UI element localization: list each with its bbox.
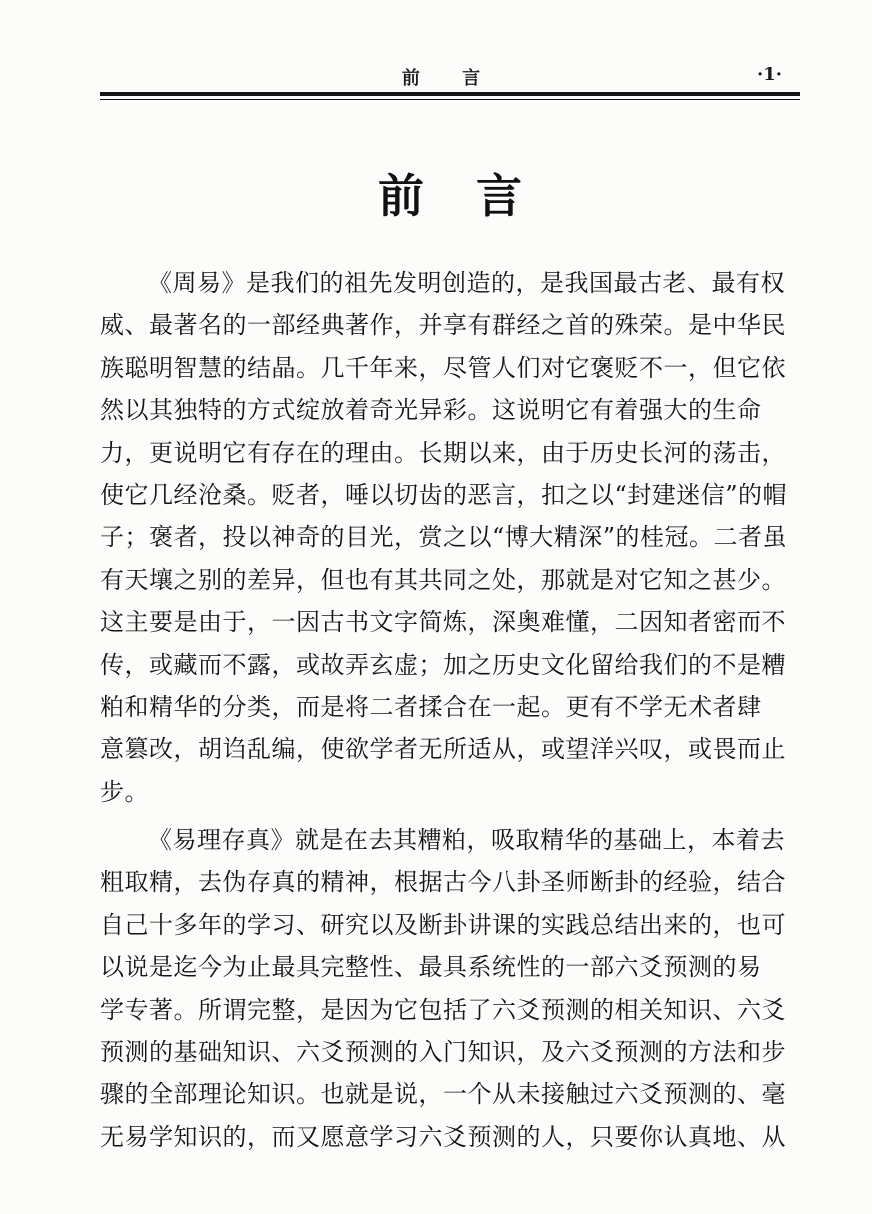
header-rule-thick: [100, 92, 800, 96]
running-title: 前 言: [401, 68, 499, 89]
page-number: ·1·: [756, 64, 782, 85]
text-line: 《周易》是我们的祖先发明创造的，是我国最古老、最有权: [148, 269, 785, 297]
text-line: 威、最著名的一部经典著作，并享有群经之首的殊荣。是中华民: [100, 311, 786, 340]
text-line: 这主要是由于，一因古书文字简炼，深奥难懂，二因知者密而不: [100, 608, 786, 637]
text-line: 骤的全部理论知识。也就是说，一个从未接触过六爻预测的、毫: [100, 1080, 786, 1109]
header-rule-thin: [100, 99, 800, 100]
text-line: 预测的基础知识、六爻预测的入门知识，及六爻预测的方法和步: [100, 1038, 786, 1067]
text-line: 以说是迄今为止最具完整性、最具系统性的一部六爻预测的易: [100, 953, 762, 982]
text-line: 步。: [100, 777, 149, 806]
text-line: 粕和精华的分类，而是将二者揉合在一起。更有不学无术者肆: [100, 692, 762, 721]
text-line: 自己十多年的学习、研究以及断卦讲课的实践总结出来的，也可: [100, 910, 786, 939]
text-line: 《易理存真》就是在去其糟粕，吸取精华的基础上，本着去: [148, 826, 785, 855]
text-line: 子；褒者，投以神奇的目光，赏之以“博大精深”的桂冠。二者虽: [100, 523, 788, 552]
text-line: 无易学知识的，而又愿意学习六爻预测的人，只要你认真地、从: [100, 1122, 786, 1151]
text-line: 然以其独特的方式绽放着奇光异彩。这说明它有着强大的生命: [100, 396, 762, 425]
text-line: 力，更说明它有存在的理由。长期以来，由于历史长河的荡击，: [100, 438, 786, 467]
body-text: [100, 262, 800, 1158]
text-line: 意篡改，胡诌乱编，使欲学者无所适从，或望洋兴叹，或畏而止: [100, 735, 786, 764]
paragraph-1: [100, 262, 800, 813]
text-line: 使它几经沧桑。贬者，唾以切齿的恶言，扣之以“封建迷信”的帽: [100, 480, 788, 509]
page-title: 前言: [378, 169, 574, 223]
text-line: 传，或藏而不露，或故弄玄虚；加之历史文化留给我们的不是糟: [100, 650, 786, 679]
paragraph-2: [100, 819, 800, 1158]
text-line: 学专著。所谓完整，是因为它包括了六爻预测的相关知识、六爻: [100, 995, 786, 1024]
running-header: [100, 62, 800, 92]
text-line: 有天壤之别的差异，但也有其共同之处，那就是对它知之甚少。: [100, 565, 786, 594]
text-line: 族聪明智慧的结晶。几千年来，尽管人们对它褒贬不一，但它依: [100, 353, 786, 382]
text-line: 粗取精，去伪存真的精神，根据古今八卦圣师断卦的经验，结合: [100, 868, 786, 897]
